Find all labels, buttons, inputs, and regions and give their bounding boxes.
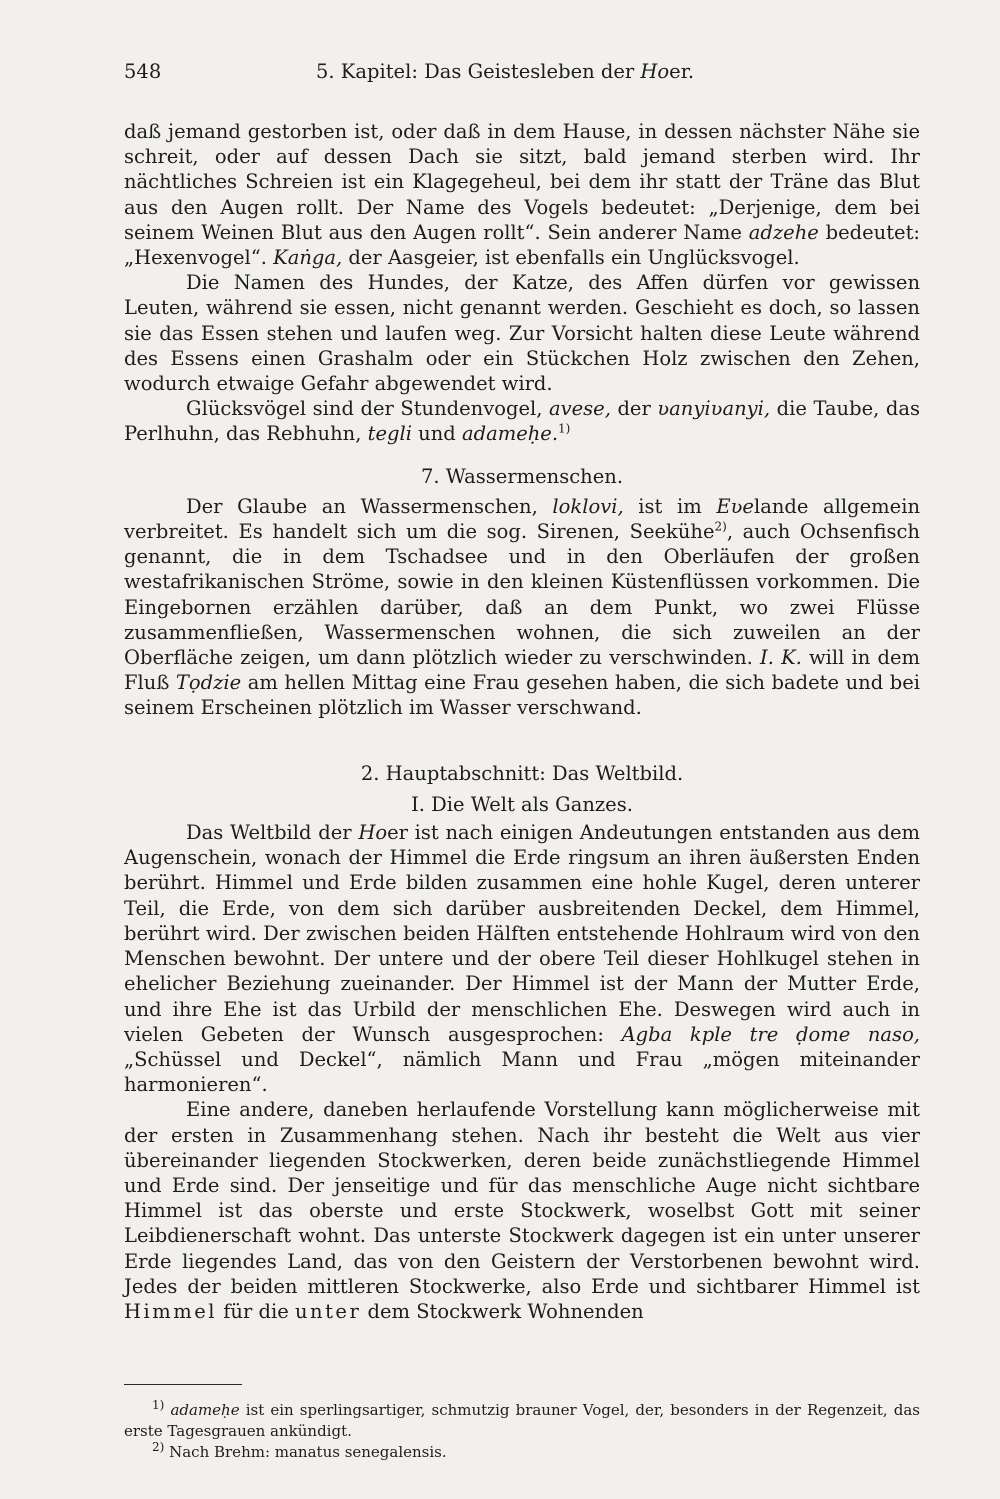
running-title: 5. Kapitel: Das Geistesleben der Hoer. — [316, 60, 695, 83]
section-heading-wassermenschen: 7. Wassermenschen. — [420, 464, 624, 488]
subsection-heading: I. Die Welt als Ganzes. — [411, 792, 633, 816]
footnotes — [124, 1400, 920, 1463]
paragraph-stockwerke: Eine andere, daneben herlaufende Vorstellung kann möglicherweise mit der ersten in Zusammenhang stehen. Nach ihr besteht die Welt aus vier übereinander liegenden Stockwerken, deren beide zunächstliegende Himmel und Erde sind. Der jenseitige und für das menschliche Auge nicht sichtbare Himmel ist das oberste und erste Stockwerk, woselbst Gott mit seiner Leibdienerschaft wohnt. Das unterste Stockwerk dagegen ist ein unter unserer Erde liegendes Land, das von den Geistern der Verstorbenen bewohnt wird. Jedes der beiden mittleren Stockwerke, also Erde und sichtbarer Himmel ist Himmel für die unter dem Stockwerk Wohnenden — [124, 1098, 920, 1323]
footnote-2: $^{2)}$ Nach Brehm: manatus senegalensis. — [152, 1440, 447, 1461]
page-number: 548 — [124, 60, 162, 83]
paragraph-lucky-birds: Glücksvögel sind der Stundenvogel, avese, der ʋanyiʋanyi, die Taube, das Perlhuhn, das Rebhuhn, tegli und adameḥe.$^{1)}$ — [124, 397, 920, 446]
paragraph-continuation: daß jemand gestorben ist, oder daß in dem Hause, in dessen nächster Nähe sie schreit, oder auf dessen Dach sie sitzt, bald jemand sterben wird. Ihr nächtliches Schreien ist ein Klagegeheul, bei dem ihr statt der Träne das Blut aus den Augen rollt. Der Name des Vogels bedeutet: „Derjenige, dem bei seinem Weinen Blut aus den Augen rollt“. Sein anderer Name adzehe bedeutet: „Hexenvogel“. Kaṅga, der Aasgeier, ist ebenfalls ein Unglücksvogel. — [124, 120, 921, 270]
footnote-ref-2: 2) — [714, 519, 727, 534]
footnote-ref-1: 1) — [558, 421, 571, 436]
book-page — [124, 56, 920, 1476]
main-section-heading: 2. Hauptabschnitt: Das Weltbild. — [360, 761, 684, 785]
paragraph-wassermenschen: Der Glaube an Wassermenschen, loklovi, ist im Eʋelande allgemein verbreitet. Es handelt sich um die sog. Sirenen, Seekühe$^{2)}$, auch Ochsenfisch genannt, die in dem Tschadsee und in den Oberläufen der großen westafrikanischen Ströme, sowie in den kleinen Küstenflüssen vorkommen. Die Eingebornen erzählen darüber, daß an dem Punkt, wo zwei Flüsse zusammenfließen, Wassermenschen wohnen, die sich zuweilen an der Oberfläche zeigen, um dann plötzlich wieder zu verschwinden. I. K. will in dem Fluß Tọdzie am hellen Mittag eine Frau gesehen haben, die sich badete und bei seinem Erscheinen plötzlich im Wasser verschwand. — [124, 494, 921, 720]
paragraph-animal-names: Die Namen des Hundes, der Katze, des Affen dürfen vor gewissen Leuten, während sie essen, nicht genannt werden. Geschieht es doch, so lassen sie das Essen stehen und laufen weg. Zur Vorsicht halten diese Leute während des Essens einen Grashalm oder ein Stückchen Holz zwischen den Zehen, wodurch etwaige Gefahr abgewendet wird. — [124, 271, 920, 396]
paragraph-weltbild: Das Weltbild der Hoer ist nach einigen Andeutungen entstanden aus dem Augenschein, wonach der Himmel die Erde ringsum an ihren äußersten Enden berührt. Himmel und Erde bilden zusammen eine hohle Kugel, deren unterer Teil, die Erde, von dem sich darüber ausbreitenden Deckel, dem Himmel, berührt wird. Der zwischen beiden Hälften entstehende Hohlraum wird von den Menschen bewohnt. Der untere und der obere Teil dieser Hohlkugel stehen in ehelicher Beziehung zueinander. Der Himmel ist der Mann der Mutter Erde, und ihre Ehe ist das Urbild der menschlichen Ehe. Deswegen wird auch in vielen Gebeten der Wunsch ausgesprochen: Agba kple tre ḍome naso, „Schüssel und Deckel“, nämlich Mann und Frau „mögen miteinander harmonieren“. — [124, 821, 921, 1097]
footnote-1: $^{1)}$ adameḥe ist ein sperlingsartiger, schmutzig brauner Vogel, der, besonders in der Regenzeit, das erste Tagesgrauen ankündigt. — [124, 1398, 920, 1440]
body-text — [124, 119, 920, 1324]
footnote-divider — [124, 1384, 242, 1385]
